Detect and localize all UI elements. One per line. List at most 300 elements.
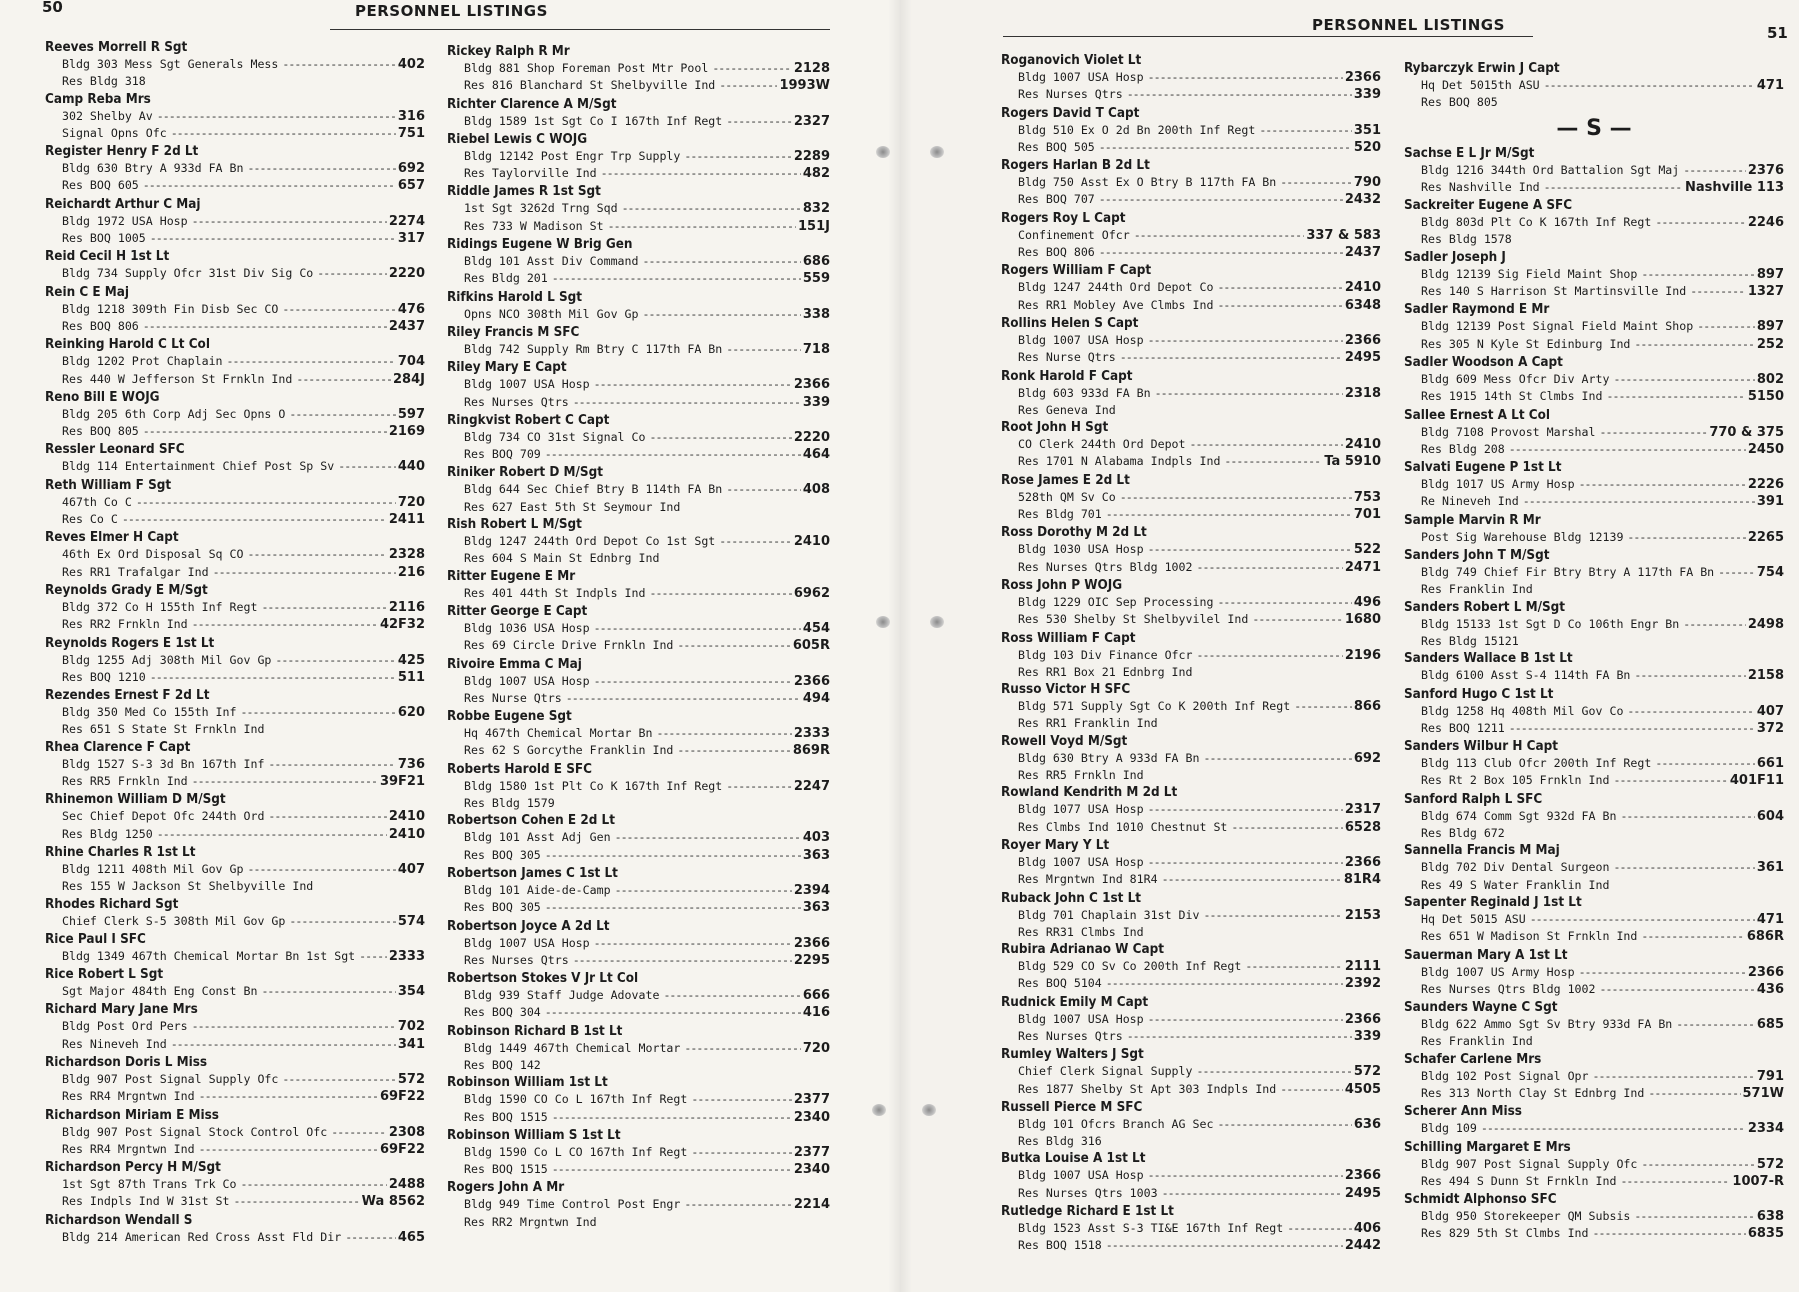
listing-line	[1001, 174, 1381, 191]
leader-dashes	[150, 669, 396, 685]
listing-location: Res 651 W Madison St Frnkln Ind	[1421, 929, 1638, 944]
left-column-1	[45, 39, 425, 1247]
phone-number: 2169	[388, 424, 425, 440]
listing-location: 1st Sgt 87th Trans Trk Co	[62, 1177, 237, 1192]
phone-number: 2495	[1344, 350, 1381, 366]
listing-line	[1404, 1068, 1784, 1085]
leader-dashes	[1627, 703, 1754, 719]
listing-location: Res RR1 Franklin Ind	[1018, 716, 1158, 731]
phone-number: 361	[1756, 860, 1784, 876]
phone-number: 42F32	[379, 617, 425, 633]
listing-line	[1001, 594, 1381, 611]
listing-line	[1001, 1081, 1381, 1098]
listing-location: Bldg 1229 OIC Sep Processing	[1018, 594, 1214, 609]
listing-entry	[1404, 407, 1784, 459]
listing-location: Res BOQ 1005	[62, 231, 146, 246]
listing-location: Res Franklin Ind	[1421, 582, 1533, 597]
listing-name: Richter Clarence A M/Sgt	[447, 96, 617, 112]
listing-location: Bldg 109	[1421, 1121, 1477, 1136]
listing-location: Bldg 1247 244th Ord Depot Co 1st Sgt	[464, 534, 716, 549]
phone-number: 2317	[1344, 802, 1381, 818]
listing-line	[1001, 86, 1381, 103]
leader-dashes	[594, 673, 792, 689]
leader-dashes	[1252, 611, 1342, 627]
listing-line	[1404, 318, 1784, 335]
listing-name: Reth William F Sgt	[45, 477, 172, 493]
listing-line	[447, 481, 830, 498]
listing-name: Richardson Percy H M/Sgt	[45, 1160, 221, 1176]
listing-location: Bldg 1218 309th Fin Disb Sec CO	[62, 301, 279, 316]
listing-location: Res Nurses Qtrs Bldg 1002	[1018, 559, 1193, 574]
phone-number: 2246	[1747, 215, 1784, 231]
listing-name: Rivoire Emma C Maj	[447, 656, 582, 672]
leader-dashes	[1127, 86, 1352, 102]
leader-dashes	[594, 935, 792, 951]
listing-location: Bldg 101 Asst Adj Gen	[464, 830, 611, 845]
listing-line	[45, 213, 425, 230]
listing-entry	[45, 739, 425, 791]
leader-dashes	[1613, 371, 1754, 387]
listing-location: Bldg 1007 USA Hosp	[464, 377, 590, 392]
leader-dashes	[649, 429, 791, 445]
listing-name: Riniker Robert D M/Sgt	[447, 465, 603, 481]
listing-name: Roganovich Violet Lt	[1001, 53, 1142, 68]
listing-entry	[1404, 1191, 1784, 1243]
listing-entry	[1001, 157, 1381, 209]
phone-number: 790	[1353, 175, 1381, 191]
leader-dashes	[199, 1141, 378, 1157]
listing-entry	[447, 812, 830, 864]
leader-dashes	[615, 882, 792, 898]
listing-line	[1404, 911, 1784, 928]
listing-line	[45, 878, 425, 894]
binding-hole	[930, 146, 944, 158]
leader-dashes	[545, 446, 801, 462]
phone-number: 337 & 583	[1306, 227, 1381, 243]
listing-entry	[447, 708, 830, 760]
phone-number: 2394	[793, 882, 830, 898]
listing-entry	[45, 931, 425, 965]
leader-dashes	[1127, 1028, 1352, 1044]
listing-name: Rogers William F Capt	[1001, 263, 1152, 279]
listing-location: Res BOQ 707	[1018, 192, 1095, 207]
phone-number: Ta 5910	[1324, 454, 1381, 470]
phone-number: 2366	[793, 673, 830, 689]
listing-entry	[1001, 941, 1381, 993]
phone-number: 2411	[388, 512, 425, 528]
listing-location: Res RR2 Frnkln Ind	[62, 617, 188, 632]
listing-entry	[45, 529, 425, 581]
listing-entry	[1001, 419, 1381, 471]
leader-dashes	[573, 394, 801, 410]
binding-hole	[876, 146, 890, 158]
listing-name: Ritter Eugene E Mr	[447, 568, 576, 584]
phone-number: 605R	[792, 638, 830, 654]
leader-dashes	[691, 1091, 791, 1107]
leader-dashes	[719, 77, 777, 93]
listing-name: Camp Reba Mrs	[45, 91, 151, 107]
listing-entry	[1404, 354, 1784, 406]
phone-number: 897	[1756, 319, 1784, 335]
phone-number: 770 & 375	[1709, 424, 1784, 440]
listing-line	[45, 108, 425, 125]
leader-dashes	[338, 458, 396, 474]
leader-dashes	[545, 1004, 801, 1020]
leader-dashes	[1509, 441, 1746, 457]
listing-location: Res RR1 Mobley Ave Clmbs Ind	[1018, 297, 1214, 312]
listing-line	[1001, 122, 1381, 139]
listing-line	[45, 458, 425, 475]
listing-location: Bldg 750 Asst Ex O Btry B 117th FA Bn	[1018, 175, 1277, 190]
leader-dashes	[726, 778, 792, 794]
leader-dashes	[1294, 698, 1352, 714]
phone-number: 692	[397, 161, 425, 177]
listing-entry	[1404, 60, 1784, 111]
listing-line	[1001, 244, 1381, 261]
listing-entry	[45, 39, 425, 90]
listing-location: Res BOQ 709	[464, 447, 541, 462]
phone-number: 2410	[793, 534, 830, 550]
phone-number: 339	[1353, 87, 1381, 103]
phone-number: 2366	[1344, 854, 1381, 870]
listing-location: Res 401 44th St Indpls Ind	[464, 585, 646, 600]
phone-number: 1007-R	[1732, 1173, 1784, 1189]
listing-line	[45, 406, 425, 423]
phone-number: 869R	[792, 743, 830, 759]
listing-line	[1001, 975, 1381, 992]
leader-dashes	[122, 511, 387, 527]
leader-dashes	[289, 406, 395, 422]
listing-location: Bldg 630 Btry A 933d FA Bn	[62, 161, 244, 176]
listing-entry	[1404, 686, 1784, 738]
phone-number: 572	[1353, 1064, 1381, 1080]
listing-location: Bldg 907 Post Signal Supply Ofc	[1421, 1156, 1638, 1171]
phone-number: 2377	[793, 1144, 830, 1160]
listing-line	[447, 165, 830, 182]
listing-line	[1001, 1185, 1381, 1202]
listing-entry	[1404, 650, 1784, 684]
phone-number: 317	[397, 231, 425, 247]
listing-line	[447, 899, 830, 916]
leader-dashes	[1148, 1011, 1343, 1027]
listing-line	[447, 795, 830, 811]
listing-line	[1001, 191, 1381, 208]
listing-line	[447, 725, 830, 742]
leader-dashes	[227, 353, 396, 369]
listing-location: Bldg 6100 Asst S-4 114th FA Bn	[1421, 668, 1631, 683]
listing-name: Sadler Woodson A Capt	[1404, 354, 1563, 370]
listing-location: Res BOQ 1515	[464, 1109, 548, 1124]
leader-dashes	[566, 690, 801, 706]
leader-dashes	[726, 481, 801, 497]
leader-dashes	[1148, 332, 1343, 348]
phone-number: 316	[397, 108, 425, 124]
listing-entry	[45, 791, 425, 843]
listing-entry	[1404, 791, 1784, 842]
listing-location: 302 Shelby Av	[62, 108, 153, 123]
listing-line	[447, 1144, 830, 1161]
listing-location: Bldg 114 Entertainment Chief Post Sp Sv	[62, 459, 335, 474]
phone-number: 572	[397, 1071, 425, 1087]
leader-dashes	[1120, 489, 1352, 505]
listing-name: Schafer Carlene Mrs	[1404, 1051, 1542, 1067]
phone-number: 2153	[1344, 907, 1381, 923]
phone-number: 471	[1756, 78, 1784, 93]
listing-entry	[45, 1159, 425, 1211]
phone-number: 408	[802, 482, 830, 498]
phone-number: 2327	[793, 113, 830, 129]
listing-location: Bldg 1202 Prot Chaplain	[62, 354, 223, 369]
listing-location: Res 1915 14th St Clmbs Ind	[1421, 389, 1603, 404]
listing-entry	[447, 568, 830, 602]
listing-location: Sec Chief Depot Ofc 244th Ord	[62, 809, 265, 824]
listing-line	[1001, 349, 1381, 366]
leader-dashes	[552, 1161, 792, 1177]
listing-line	[447, 742, 830, 759]
listing-entry	[447, 412, 830, 464]
listing-location: Res BOQ 142	[464, 1057, 541, 1072]
leader-dashes	[1148, 1167, 1343, 1183]
listing-name: Robertson Cohen E 2d Lt	[447, 813, 615, 829]
listing-entry	[45, 966, 425, 1000]
leader-dashes	[241, 1176, 387, 1192]
listing-line	[45, 599, 425, 616]
phone-number: 216	[397, 564, 425, 580]
listing-location: Bldg 1449 467th Chemical Mortar	[464, 1040, 681, 1055]
listing-location: Res Nurses Qtrs Bldg 1002	[1421, 981, 1596, 996]
listing-location: Bldg 749 Chief Fir Btry Btry A 117th FA Bn	[1421, 565, 1715, 580]
listing-entry	[447, 865, 830, 917]
listing-line	[1404, 772, 1784, 789]
phone-number: 704	[397, 354, 425, 370]
phone-number: 2265	[1747, 529, 1784, 545]
listing-line	[1001, 767, 1381, 783]
phone-number: 832	[802, 201, 830, 217]
leader-dashes	[1259, 122, 1352, 138]
leader-dashes	[1197, 1063, 1352, 1079]
listing-name: Rezendes Ernest F 2d Lt	[45, 688, 210, 704]
listing-line	[1404, 1033, 1784, 1049]
listing-line	[447, 533, 830, 550]
phone-number: 2495	[1344, 1185, 1381, 1201]
phone-number: 2410	[388, 809, 425, 825]
listing-location: Bldg 571 Supply Sgt Co K 200th Inf Regt	[1018, 699, 1291, 714]
phone-number: 620	[397, 705, 425, 721]
listing-entry	[1001, 1046, 1381, 1098]
leader-dashes	[171, 1036, 396, 1052]
phone-number: 465	[397, 1229, 425, 1245]
listing-name: Royer Mary Y Lt	[1001, 837, 1110, 853]
listing-location: Res BOQ 1210	[62, 669, 146, 684]
listing-name: Robinson Richard B 1st Lt	[447, 1023, 623, 1039]
phone-number: 666	[802, 988, 830, 1004]
listing-location: Bldg 1007 USA Hosp	[1018, 1168, 1144, 1183]
listing-line	[447, 394, 830, 411]
listing-location: Bldg Post Ord Pers	[62, 1019, 188, 1034]
phone-number: 520	[1353, 139, 1381, 155]
listing-line	[447, 847, 830, 864]
leader-dashes	[663, 987, 800, 1003]
listing-line	[447, 306, 830, 323]
listing-location: 528th QM Sv Co	[1018, 489, 1116, 504]
listing-entry	[447, 970, 830, 1022]
phone-number: 2392	[1344, 976, 1381, 992]
listing-location: Bldg 674 Comm Sgt 932d FA Bn	[1421, 808, 1617, 823]
phone-number: 2366	[1344, 332, 1381, 348]
listing-location: Chief Clerk Signal Supply	[1018, 1064, 1193, 1079]
phone-number: 2437	[388, 318, 425, 334]
listing-name: Reinking Harold C Lt Col	[45, 337, 210, 353]
listing-line	[45, 1036, 425, 1053]
listing-location: Bldg 101 Ofcrs Branch AG Sec	[1018, 1116, 1214, 1131]
leader-dashes	[289, 913, 395, 929]
phone-number: 2437	[1344, 245, 1381, 261]
listing-name: Ronk Harold F Capt	[1001, 368, 1133, 384]
phone-number: 686R	[1746, 929, 1784, 945]
listing-name: Ridings Eugene W Brig Gen	[447, 237, 633, 253]
listing-location: Bldg 1007 USA Hosp	[1018, 70, 1144, 84]
listing-line	[447, 446, 830, 463]
listing-location: Res Bldg 672	[1421, 826, 1505, 841]
leader-dashes	[1579, 476, 1746, 492]
listing-line	[1001, 69, 1381, 86]
listing-name: Sanford Hugo C 1st Lt	[1404, 686, 1554, 702]
listing-location: Bldg 1972 USA Hosp	[62, 213, 188, 228]
leader-dashes	[1697, 318, 1755, 334]
listing-line	[45, 301, 425, 318]
listing-location: Bldg 1580 1st Plt Co K 167th Inf Regt	[464, 778, 723, 793]
listing-location: Hq 467th Chemical Mortar Bn	[464, 726, 653, 741]
listing-location: Res Geneva Ind	[1018, 402, 1116, 417]
listing-name: Richardson Doris L Miss	[45, 1054, 208, 1070]
phone-number: 407	[397, 861, 425, 877]
phone-number: 2366	[1747, 964, 1784, 980]
phone-number: 736	[397, 756, 425, 772]
leader-dashes	[1217, 297, 1342, 313]
listing-location: Res Mrgntwn Ind 81R4	[1018, 872, 1158, 887]
listing-location: Bldg 950 Storekeeper QM Subsis	[1421, 1209, 1631, 1224]
listing-location: Res BOQ 1515	[464, 1162, 548, 1177]
phone-number: 425	[397, 652, 425, 668]
phone-number: 802	[1756, 371, 1784, 387]
listing-location: Res Nurse Qtrs	[464, 690, 562, 705]
listing-location: Res Taylorville Ind	[464, 166, 597, 181]
phone-number: 718	[802, 341, 830, 357]
listing-entry	[1001, 472, 1381, 524]
listing-location: Bldg 101 Aide-de-Camp	[464, 882, 611, 897]
listing-name: Rowell Voyd M/Sgt	[1001, 733, 1128, 749]
phone-number: 2471	[1344, 559, 1381, 575]
phone-number: 339	[1353, 1028, 1381, 1044]
listing-name: Ringkvist Robert C Capt	[447, 412, 610, 428]
listing-line	[1404, 633, 1784, 649]
listing-line	[1001, 227, 1381, 244]
listing-location: Res 627 East 5th St Seymour Ind	[464, 499, 681, 514]
listing-entry	[1001, 784, 1381, 836]
listing-location: Bldg 702 Div Dental Surgeon	[1421, 860, 1610, 875]
listing-line	[1001, 436, 1381, 453]
listing-entry	[1001, 52, 1381, 104]
leader-dashes	[136, 494, 396, 510]
leader-dashes	[247, 861, 395, 877]
listing-line	[447, 1214, 830, 1230]
phone-number: 2247	[793, 778, 830, 794]
phone-number: 753	[1353, 489, 1381, 505]
leader-dashes	[684, 148, 791, 164]
listing-name: Root John H Sgt	[1001, 420, 1109, 436]
leader-dashes	[150, 230, 396, 246]
leader-dashes	[1099, 139, 1352, 155]
listing-name: Rose James E 2d Lt	[1001, 472, 1130, 488]
listing-line	[45, 564, 425, 581]
leader-dashes	[1544, 77, 1755, 93]
section-heading: — S —	[1556, 115, 1632, 141]
listing-location: Bldg 1258 Hq 408th Mil Gov Co	[1421, 703, 1624, 718]
listing-line	[1001, 924, 1381, 940]
listing-entry	[1404, 197, 1784, 248]
right-column-2	[1404, 60, 1784, 1244]
listing-line	[1001, 1116, 1381, 1133]
leader-dashes	[552, 270, 801, 286]
listing-name: Reeves Morrell R Sgt	[45, 40, 188, 55]
phone-number: 2366	[793, 935, 830, 951]
listing-entry	[1404, 999, 1784, 1050]
listing-name: Richard Mary Jane Mrs	[45, 1002, 198, 1018]
leader-dashes	[684, 1196, 791, 1212]
listing-entry	[45, 389, 425, 441]
listing-location: Bldg 113 Club Ofcr 200th Inf Regt	[1421, 756, 1652, 771]
listing-line	[1001, 1237, 1381, 1254]
listing-line	[45, 1088, 425, 1105]
listing-line	[45, 1229, 425, 1246]
listing-name: Rifkins Harold L Sgt	[447, 289, 583, 305]
phone-number: 416	[802, 1005, 830, 1021]
listing-line	[1001, 139, 1381, 156]
listing-name: Register Henry F 2d Lt	[45, 144, 199, 160]
listing-name: Sallee Ernest A Lt Col	[1404, 407, 1551, 423]
listing-name: Robertson Stokes V Jr Lt Col	[447, 971, 639, 987]
listing-line	[447, 218, 830, 235]
listing-name: Ross William F Capt	[1001, 630, 1136, 646]
listing-name: Rogers David T Capt	[1001, 105, 1140, 121]
phone-number: 2377	[793, 1092, 830, 1108]
listing-name: Rumley Walters J Sgt	[1001, 1047, 1144, 1063]
leader-dashes	[143, 318, 387, 334]
listing-name: Rubira Adrianao W Capt	[1001, 942, 1165, 958]
listing-name: Riddle James R 1st Sgt	[447, 184, 601, 200]
listing-name: Roberts Harold E SFC	[447, 761, 592, 777]
leader-dashes	[261, 599, 386, 615]
listing-line	[1001, 489, 1381, 506]
leader-dashes	[545, 847, 801, 863]
listing-entry	[45, 635, 425, 687]
listing-name: Sapenter Reginald J 1st Lt	[1404, 894, 1582, 910]
listing-location: Hq Det 5015 ASU	[1421, 911, 1526, 926]
listing-line	[1001, 279, 1381, 296]
listing-entry	[447, 324, 830, 358]
phone-number: 1680	[1344, 612, 1381, 628]
leader-dashes	[268, 808, 386, 824]
listing-entry	[45, 582, 425, 634]
listing-location: Bldg 1007 USA Hosp	[1018, 1011, 1144, 1026]
listing-line	[45, 756, 425, 773]
listing-line	[1001, 647, 1381, 664]
leader-dashes	[1224, 453, 1322, 469]
listing-location: Res 305 N Kyle St Edinburg Ind	[1421, 336, 1631, 351]
listing-location: Bldg 102 Post Signal Opr	[1421, 1068, 1589, 1083]
phone-number: 351	[1353, 122, 1381, 138]
listing-entry	[447, 131, 830, 183]
